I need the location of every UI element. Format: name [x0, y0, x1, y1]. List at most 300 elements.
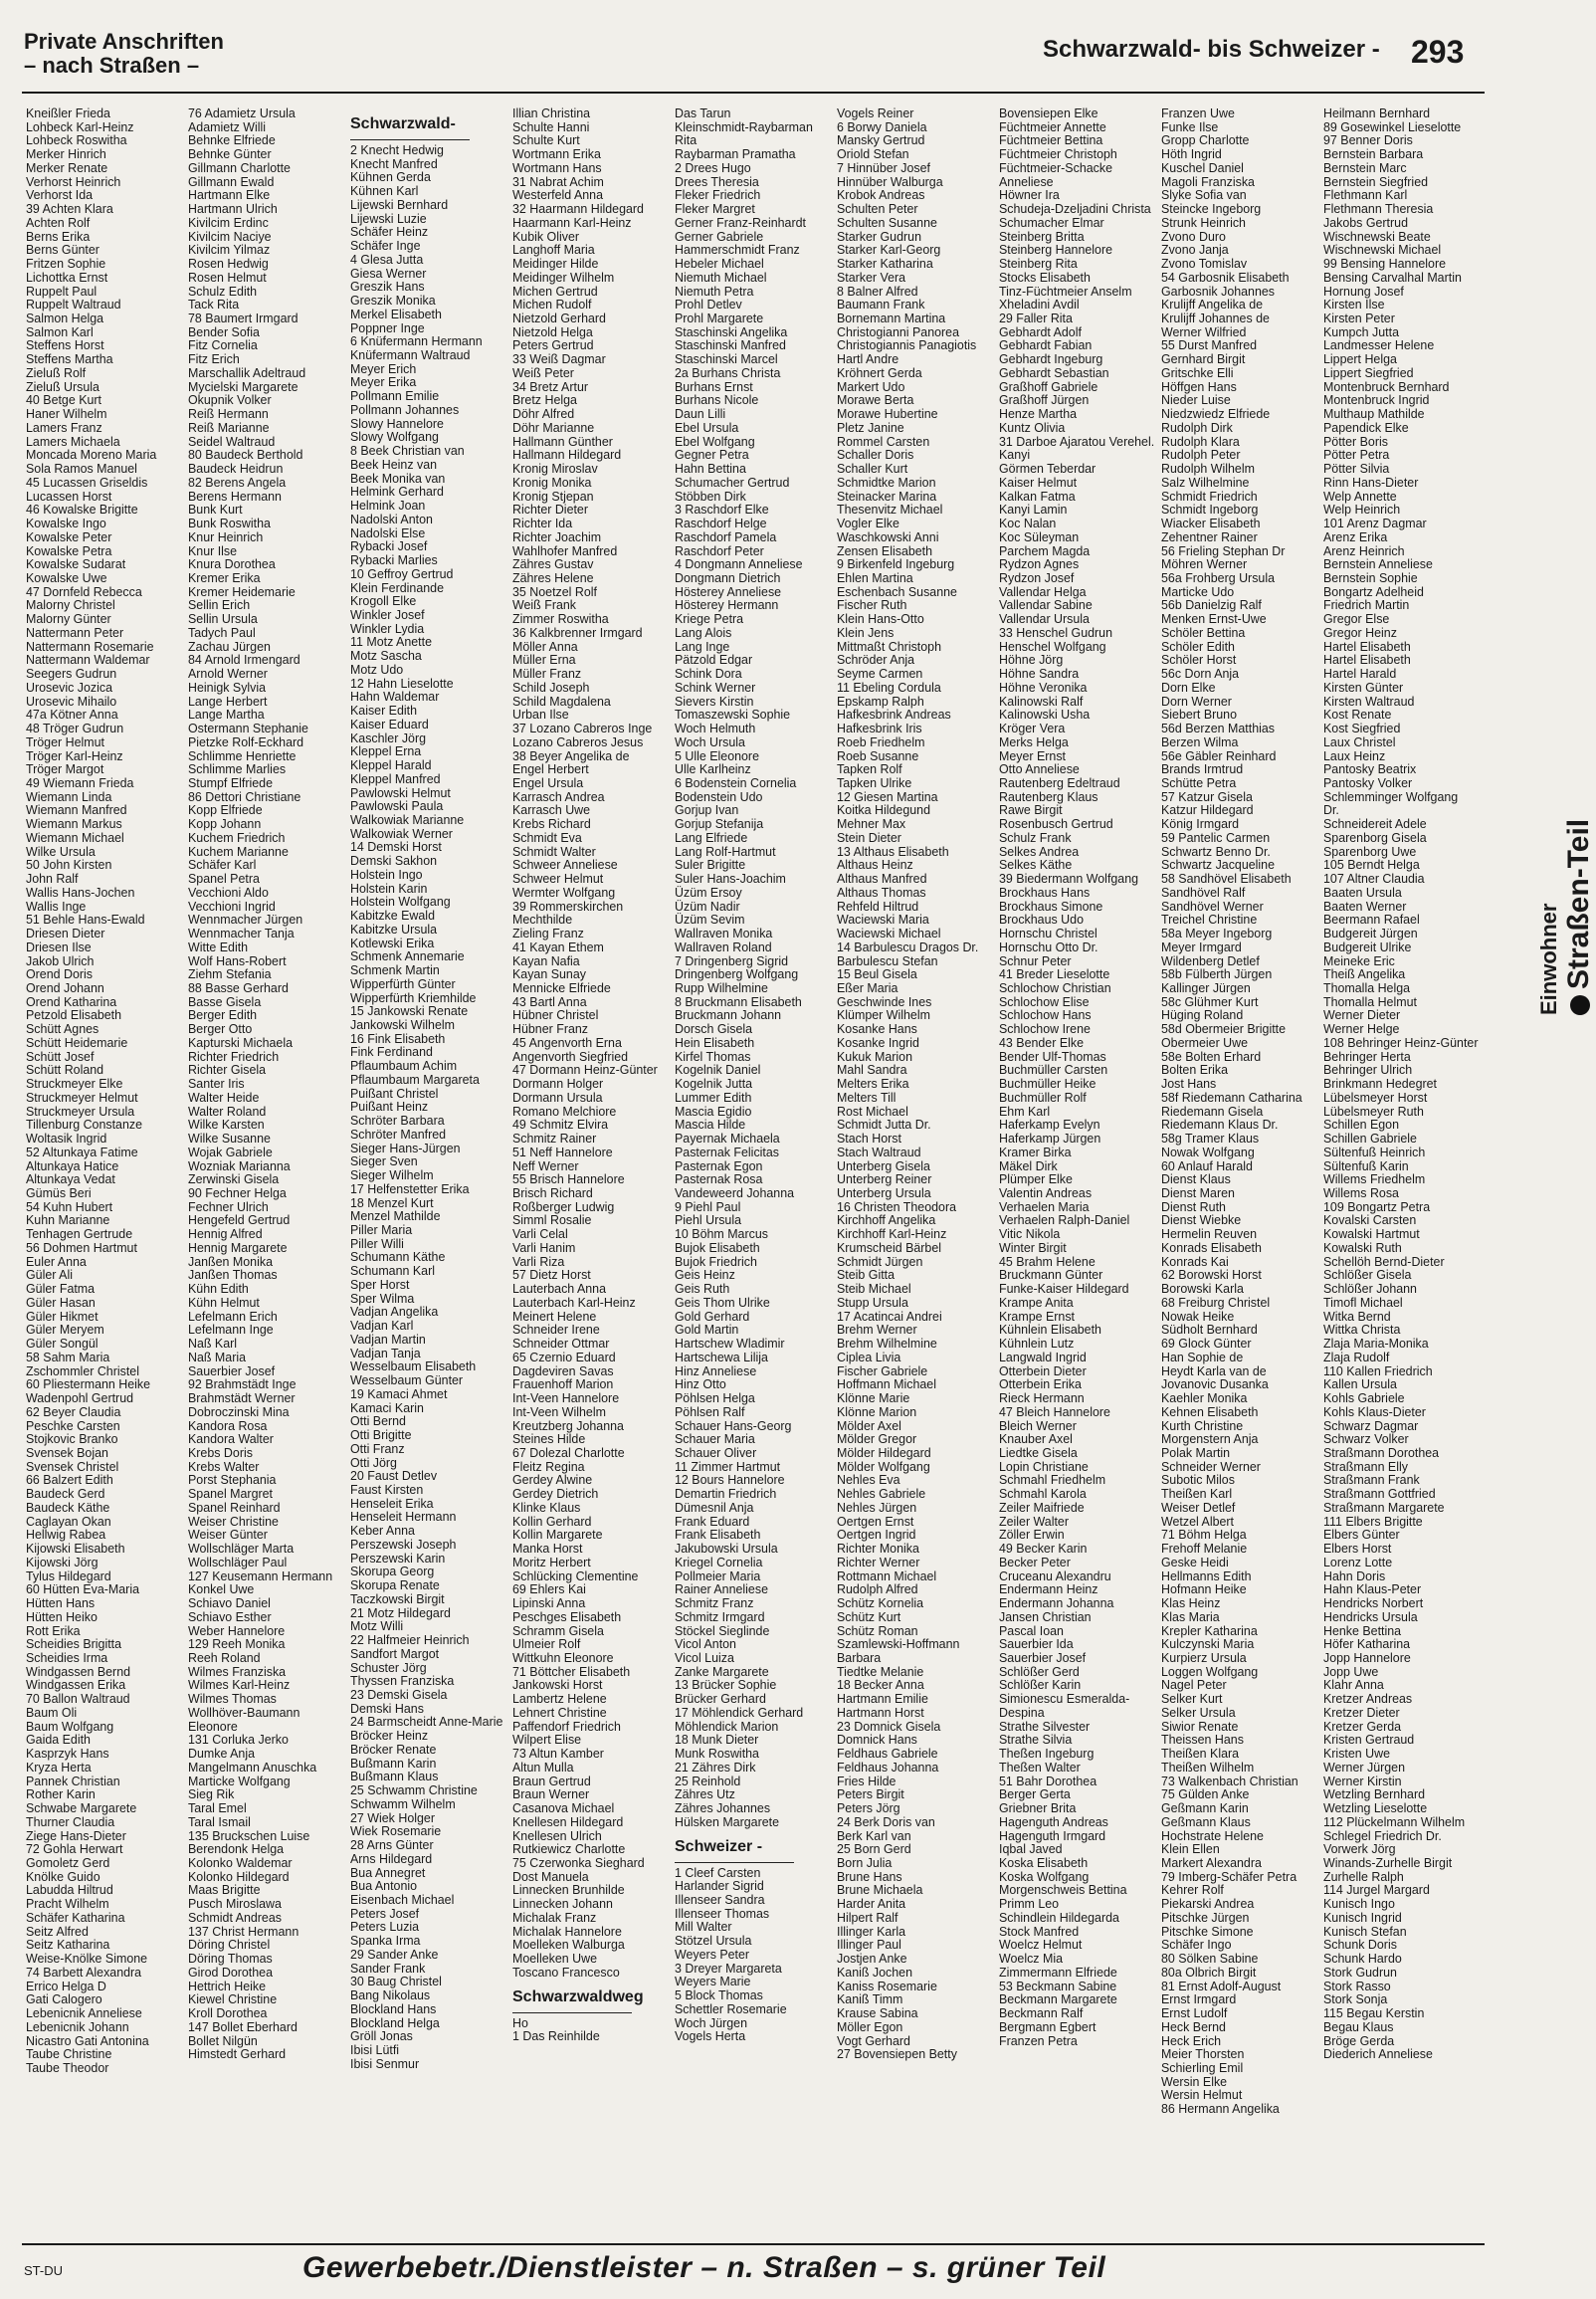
resident-entry: Höffgen Hans: [1161, 379, 1237, 394]
resident-entry: Kühnlein Elisabeth: [999, 1323, 1101, 1338]
resident-entry: Meier Thorsten: [1161, 2047, 1245, 2062]
resident-entry: Bußmann Klaus: [350, 1770, 439, 1784]
resident-entry: Hafkesbrink Andreas: [837, 708, 951, 723]
resident-entry: 73 Altun Kamber: [512, 1747, 604, 1762]
resident-entry: Lippert Siegfried: [1323, 365, 1414, 380]
resident-entry: Illenseer Thomas: [675, 1906, 770, 1921]
resident-entry: 88 Basse Gerhard: [188, 981, 289, 995]
resident-entry: Valentin Andreas: [999, 1186, 1093, 1201]
resident-entry: Brune Michaela: [837, 1883, 923, 1898]
resident-entry: Schumann Karl: [350, 1264, 435, 1279]
resident-entry: Lange Martha: [188, 708, 265, 723]
resident-entry: Krause Sabina: [837, 2006, 918, 2021]
resident-entry: Motz Sascha: [350, 649, 422, 664]
resident-entry: Starker Katharina: [837, 257, 933, 272]
resident-entry: Pusch Miroslawa: [188, 1897, 282, 1912]
resident-entry: Tröger Margot: [26, 762, 104, 777]
resident-entry: Varli Celal: [512, 1227, 568, 1242]
resident-entry: Kleppel Harald: [350, 758, 432, 773]
resident-entry: Mäkel Dirk: [999, 1158, 1058, 1173]
resident-entry: 90 Fechner Helga: [188, 1186, 287, 1201]
resident-entry: Rott Erika: [26, 1623, 81, 1638]
resident-entry: Gerner Gabriele: [675, 229, 764, 244]
resident-entry: Schlochow Christian: [999, 981, 1111, 995]
resident-entry: 31 Nabrat Achim: [512, 174, 604, 189]
resident-entry: 80 Sölken Sabine: [1161, 1952, 1259, 1967]
resident-entry: Peters Luzia: [350, 1920, 420, 1935]
resident-entry: 1 Das Reinhilde: [512, 2029, 600, 2044]
resident-entry: Weyers Marie: [675, 1975, 751, 1989]
resident-entry: 127 Keusemann Hermann: [188, 1568, 333, 1583]
resident-entry: Ebel Ursula: [675, 420, 739, 435]
resident-entry: Wetzling Bernhard: [1323, 1787, 1426, 1802]
resident-entry: 92 Brahmstädt Inge: [188, 1377, 297, 1392]
resident-entry: Mechthilde: [512, 913, 573, 928]
resident-entry: 2 Knecht Hedwig: [350, 143, 444, 157]
resident-entry: Tröger Helmut: [26, 734, 104, 749]
resident-entry: Gillmann Ewald: [188, 174, 275, 189]
resident-entry: Svensek Christel: [26, 1459, 119, 1474]
resident-entry: Schlochow Irene: [999, 1022, 1091, 1037]
resident-entry: Kowalski Ruth: [1323, 1240, 1402, 1255]
resident-entry: Hütten Hans: [26, 1596, 96, 1611]
resident-entry: Franzen Uwe: [1161, 106, 1235, 120]
column-8: [1161, 107, 1318, 2232]
resident-entry: 51 Bahr Dorothea: [999, 1774, 1097, 1788]
resident-entry: Werner Dieter: [1323, 1008, 1401, 1023]
resident-entry: Stach Horst: [837, 1132, 901, 1147]
resident-entry: Dobroczinski Mina: [188, 1404, 290, 1419]
resident-entry: Seitz Alfred: [26, 1924, 89, 1939]
resident-entry: Selker Kurt: [1161, 1692, 1223, 1707]
column-3: [350, 107, 507, 2232]
resident-entry: Lummer Edith: [675, 1090, 752, 1105]
resident-entry: Taral Ismail: [188, 1814, 251, 1829]
side-tab-line-2: Straßen-Teil: [1562, 818, 1595, 989]
resident-entry: 89 Gosewinkel Lieselotte: [1323, 119, 1462, 134]
resident-entry: Taczkowski Birgit: [350, 1591, 445, 1606]
resident-entry: Raybarman Pramatha: [675, 147, 796, 162]
resident-entry: Kriege Petra: [675, 612, 744, 627]
resident-entry: 1 Cleef Carsten: [675, 1865, 761, 1880]
resident-entry: Staschinski Manfred: [675, 338, 786, 353]
resident-entry: Lijewski Bernhard: [350, 197, 449, 212]
resident-entry: Schiavo Esther: [188, 1609, 272, 1624]
resident-entry: Steffens Horst: [26, 338, 104, 353]
resident-entry: Hahn Bettina: [675, 462, 746, 477]
resident-entry: 78 Baumert Irmgard: [188, 312, 299, 326]
resident-entry: Klahr Anna: [1323, 1678, 1384, 1693]
resident-entry: 69 Glock Günter: [1161, 1337, 1252, 1352]
resident-entry: 56d Berzen Matthias: [1161, 722, 1276, 736]
resident-entry: Höhne Veronika: [999, 680, 1088, 695]
resident-entry: Pötter Boris: [1323, 434, 1388, 449]
resident-entry: 17 Möhlendick Gerhard: [675, 1705, 804, 1720]
resident-entry: Bolten Erika: [1161, 1063, 1229, 1078]
resident-entry: Wojak Gabriele: [188, 1145, 273, 1159]
resident-entry: Wollschläger Paul: [188, 1555, 288, 1569]
resident-entry: Tinz-Füchtmeier Anselm: [999, 284, 1132, 299]
resident-entry: Baum Oli: [26, 1705, 78, 1720]
resident-entry: Simionescu Esmeralda-: [999, 1692, 1130, 1707]
resident-entry: Schulz Edith: [188, 284, 258, 299]
street-heading: Schwarzwaldweg: [512, 1987, 644, 2005]
resident-entry: Winands-Zurhelle Birgit: [1323, 1856, 1453, 1870]
resident-entry: Baum Wolfgang: [26, 1719, 114, 1734]
resident-entry: Otterbein Erika: [999, 1377, 1082, 1392]
resident-entry: 60 Hütten Eva-Maria: [26, 1582, 139, 1597]
resident-entry: Kirsten Peter: [1323, 312, 1395, 326]
resident-entry: Michalak Franz: [512, 1910, 597, 1925]
resident-entry: Pollmann Johannes: [350, 402, 460, 417]
resident-entry: Lucassen Horst: [26, 489, 112, 504]
resident-entry: Kolonko Hildegard: [188, 1869, 290, 1884]
resident-entry: Spanel Petra: [188, 872, 260, 887]
resident-entry: Bröcker Renate: [350, 1742, 437, 1757]
resident-entry: Weyers Peter: [675, 1947, 750, 1962]
resident-entry: Berens Hermann: [188, 489, 282, 504]
resident-entry: Schlößer Johann: [1323, 1282, 1417, 1297]
resident-entry: Kabitzke Ursula: [350, 922, 438, 937]
resident-entry: 8 Beek Christian van: [350, 444, 465, 459]
resident-entry: Wilmes Thomas: [188, 1692, 277, 1707]
resident-entry: 46 Kowalske Brigitte: [26, 503, 138, 518]
resident-entry: Wittka Christa: [1323, 1323, 1401, 1338]
resident-entry: 11 Ebeling Cordula: [837, 680, 941, 695]
resident-entry: Sellin Erich: [188, 598, 251, 613]
resident-entry: Bußmann Karin: [350, 1756, 437, 1771]
column-6: [837, 107, 994, 2232]
resident-entry: 72 Gohla Herwart: [26, 1842, 123, 1857]
resident-entry: Toscano Francesco: [512, 1965, 620, 1980]
resident-entry: 14 Demski Horst: [350, 840, 442, 855]
resident-entry: Berger Edith: [188, 1008, 258, 1023]
resident-entry: Hendricks Norbert: [1323, 1596, 1424, 1611]
resident-entry: Greszik Hans: [350, 280, 425, 295]
resident-entry: 7 Dringenberg Sigrid: [675, 953, 789, 968]
resident-entry: Wadenpohl Gertrud: [26, 1391, 134, 1406]
resident-entry: Skorupa Georg: [350, 1565, 435, 1579]
resident-entry: Schmidt Jutta Dr.: [837, 1118, 931, 1133]
resident-entry: Reiß Marianne: [188, 420, 270, 435]
resident-entry: Melters Erika: [837, 1077, 909, 1092]
resident-entry: Mill Walter: [675, 1920, 732, 1935]
resident-entry: Hellwig Rabea: [26, 1528, 106, 1543]
resident-entry: Bernstein Anneliese: [1323, 557, 1433, 572]
resident-entry: Schunk Doris: [1323, 1938, 1397, 1953]
resident-entry: Gebhardt Adolf: [999, 324, 1082, 339]
resident-entry: Dormann Ursula: [512, 1090, 603, 1105]
resident-entry: Kunisch Ingo: [1323, 1897, 1395, 1912]
resident-entry: Hallmann Hildegard: [512, 448, 622, 463]
resident-entry: Dagdeviren Savas: [512, 1363, 614, 1378]
resident-entry: 45 Angenvorth Erna: [512, 1035, 622, 1050]
resident-entry: Windgassen Erika: [26, 1678, 126, 1693]
resident-entry: Güler Ali: [26, 1268, 73, 1283]
resident-entry: Dorn Elke: [1161, 680, 1216, 695]
resident-entry: Piller Maria: [350, 1223, 413, 1238]
resident-entry: Unterberg Reiner: [837, 1172, 932, 1187]
resident-entry: Kremer Heidemarie: [188, 584, 296, 599]
resident-entry: 56e Gäbler Reinhard: [1161, 748, 1277, 763]
resident-entry: 32 Haarmann Hildegard: [512, 202, 644, 217]
resident-entry: Fleker Margret: [675, 202, 755, 217]
resident-entry: 52 Altunkaya Fatime: [26, 1145, 138, 1159]
resident-entry: Hennig Margarete: [188, 1240, 288, 1255]
resident-entry: Helmink Joan: [350, 499, 426, 514]
resident-entry: Schöler Horst: [1161, 653, 1237, 668]
resident-entry: Kalinowski Ralf: [999, 694, 1084, 709]
resident-entry: Koc Nalan: [999, 517, 1057, 531]
resident-entry: 76 Adamietz Ursula: [188, 106, 296, 120]
resident-entry: Schlegel Friedrich Dr.: [1323, 1828, 1442, 1843]
resident-entry: Schlimme Henriette: [188, 748, 297, 763]
resident-entry: Urosevic Mihailo: [26, 694, 117, 709]
resident-entry: Döhr Alfred: [512, 407, 575, 422]
resident-entry: Jostjen Anke: [837, 1952, 907, 1967]
resident-entry: Schmidt Walter: [512, 844, 596, 859]
resident-entry: Pollmeier Maria: [675, 1568, 761, 1583]
resident-entry: Wolf Hans-Robert: [188, 953, 287, 968]
resident-entry: Henseleit Hermann: [350, 1510, 457, 1525]
resident-entry: Rautenberg Edeltraud: [999, 775, 1120, 790]
resident-entry: Wiemann Linda: [26, 789, 112, 804]
resident-entry: Straßmann Elly: [1323, 1459, 1408, 1474]
resident-entry: Klein Ellen: [1161, 1842, 1220, 1857]
resident-entry: Montenbruck Ingrid: [1323, 393, 1430, 408]
resident-entry: Richter Ida: [512, 517, 573, 531]
resident-entry: Kretzer Gerda: [1323, 1719, 1402, 1734]
resident-entry: Pracht Wilhelm: [26, 1897, 109, 1912]
resident-entry: 10 Böhm Marcus: [675, 1227, 768, 1242]
resident-entry: Tack Rita: [188, 298, 240, 313]
resident-entry: Gümüs Beri: [26, 1186, 92, 1201]
resident-entry: Waciewski Maria: [837, 913, 929, 928]
bullet-icon: [1570, 995, 1590, 1015]
resident-entry: Kogelnik Daniel: [675, 1063, 761, 1078]
resident-entry: Vogt Gerhard: [837, 2033, 910, 2048]
resident-entry: Seegers Gudrun: [26, 667, 117, 682]
resident-entry: Selkes Käthe: [999, 858, 1073, 873]
resident-entry: Füchtmeier-Schacke: [999, 160, 1112, 175]
resident-entry: Slowy Hannelore: [350, 416, 444, 431]
resident-entry: Schink Werner: [675, 680, 756, 695]
resident-entry: Meidinger Hilde: [512, 257, 599, 272]
resident-entry: Wilmes Karl-Heinz: [188, 1678, 291, 1693]
resident-entry: Schumacher Gertrud: [675, 475, 790, 490]
resident-entry: Schütt Heidemarie: [26, 1035, 128, 1050]
resident-entry: Dorsch Gisela: [675, 1022, 753, 1037]
resident-entry: 47 Dornfeld Rebecca: [26, 584, 142, 599]
resident-entry: Roeb Friedhelm: [837, 734, 925, 749]
resident-entry: 47 Bleich Hannelore: [999, 1404, 1110, 1419]
resident-entry: Klein Jens: [837, 625, 895, 640]
resident-entry: Heydt Karla van de: [1161, 1363, 1267, 1378]
resident-entry: Piehl Ursula: [675, 1213, 742, 1228]
resident-entry: Hartmann Ulrich: [188, 202, 278, 217]
resident-entry: 43 Bartl Anna: [512, 994, 587, 1009]
resident-entry: Morawe Berta: [837, 393, 914, 408]
resident-entry: Altunkaya Vedat: [26, 1172, 115, 1187]
resident-entry: Hösterey Hermann: [675, 598, 779, 613]
resident-entry: Rybacki Marlies: [350, 553, 438, 568]
resident-entry: Wennmacher Jürgen: [188, 913, 303, 928]
resident-entry: Zlaja Rudolf: [1323, 1350, 1390, 1364]
resident-entry: Scheidies Brigitta: [26, 1637, 122, 1652]
side-tab-label: [1536, 819, 1596, 1015]
resident-entry: Roßberger Ludwig: [512, 1199, 615, 1214]
resident-entry: Rinn Hans-Dieter: [1323, 475, 1419, 490]
resident-entry: Mascia Hilde: [675, 1118, 746, 1133]
resident-entry: 10 Geffroy Gertrud: [350, 566, 454, 581]
resident-entry: Wersin Helmut: [1161, 2088, 1243, 2103]
resident-entry: Manka Horst: [512, 1542, 583, 1557]
resident-entry: Gregor Else: [1323, 612, 1390, 627]
resident-entry: Kroll Dorothea: [188, 2006, 268, 2021]
resident-entry: 56a Frohberg Ursula: [1161, 570, 1276, 585]
resident-entry: Zimmer Roswitha: [512, 612, 609, 627]
resident-entry: Achten Rolf: [26, 215, 91, 230]
resident-entry: Wiacker Elisabeth: [1161, 517, 1261, 531]
resident-entry: Gold Gerhard: [675, 1309, 750, 1324]
resident-entry: Meinert Helene: [512, 1309, 597, 1324]
resident-entry: 58 Sahm Maria: [26, 1350, 110, 1364]
resident-entry: Kumpch Jutta: [1323, 324, 1400, 339]
resident-entry: Lübelsmeyer Ruth: [1323, 1104, 1424, 1119]
resident-entry: Pollmann Emilie: [350, 389, 440, 404]
resident-entry: 49 Schmitz Elvira: [512, 1118, 609, 1133]
resident-entry: Konrads Elisabeth: [1161, 1240, 1262, 1255]
resident-entry: Nehles Eva: [837, 1473, 900, 1488]
resident-entry: Svensek Bojan: [26, 1445, 108, 1460]
resident-entry: Selker Ursula: [1161, 1705, 1236, 1720]
resident-entry: Wischnewski Beate: [1323, 229, 1431, 244]
resident-entry: 6 Knüfermann Hermann: [350, 334, 483, 349]
resident-entry: Knura Dorothea: [188, 557, 276, 572]
resident-entry: Schütz Kurt: [837, 1609, 901, 1624]
resident-entry: Hermelin Reuven: [1161, 1227, 1258, 1242]
resident-entry: Pätzold Edgar: [675, 653, 753, 668]
resident-entry: Feldhaus Johanna: [837, 1760, 939, 1775]
resident-entry: 84 Arnold Irmengard: [188, 653, 300, 668]
resident-entry: 11 Motz Anette: [350, 635, 432, 650]
resident-entry: Seitz Katharina: [26, 1938, 110, 1953]
resident-entry: Schink Dora: [675, 667, 742, 682]
resident-entry: Kronig Stjepan: [512, 489, 594, 504]
resident-entry: Sievers Kirstin: [675, 694, 754, 709]
resident-entry: Wilke Ursula: [26, 844, 96, 859]
resident-entry: Krebs Walter: [188, 1459, 260, 1474]
resident-entry: Hartmann Horst: [837, 1705, 924, 1720]
resident-entry: Peters Birgit: [837, 1787, 904, 1802]
resident-entry: Born Julia: [837, 1856, 893, 1870]
resident-entry: Mehner Max: [837, 817, 906, 832]
resident-entry: Gati Calogero: [26, 1992, 102, 2007]
resident-entry: Kamaci Karin: [350, 1400, 424, 1415]
resident-entry: Möhlendick Marion: [675, 1719, 779, 1734]
resident-entry: Füchtmeier Christoph: [999, 147, 1117, 162]
resident-entry: Harlander Sigrid: [675, 1879, 764, 1894]
resident-entry: Woch Jürgen: [675, 2015, 748, 2030]
resident-entry: Bernstein Barbara: [1323, 147, 1424, 162]
resident-entry: Hoffmann Michael: [837, 1377, 936, 1392]
resident-entry: 53 Beckmann Sabine: [999, 1979, 1117, 1993]
resident-entry: Nowak Wolfgang: [1161, 1145, 1255, 1159]
resident-entry: Merks Helga: [999, 734, 1069, 749]
resident-entry: Bujok Friedrich: [675, 1254, 757, 1269]
resident-entry: Steffens Martha: [26, 352, 113, 367]
resident-entry: Nattermann Peter: [26, 625, 124, 640]
resident-entry: Behnke Elfriede: [188, 133, 276, 148]
resident-entry: Schöler Edith: [1161, 639, 1235, 654]
resident-entry: Ulmeier Rolf: [512, 1637, 581, 1652]
resident-entry: Bang Nikolaus: [350, 1988, 431, 2003]
resident-entry: Cruceanu Alexandru: [999, 1568, 1111, 1583]
resident-entry: Pietzke Rolf-Eckhard: [188, 734, 304, 749]
resident-entry: Ho: [512, 2015, 528, 2030]
resident-entry: Buchmüller Rolf: [999, 1090, 1087, 1105]
resident-entry: 82 Berens Angela: [188, 475, 287, 490]
resident-entry: Lefelmann Erich: [188, 1309, 278, 1324]
resident-entry: Kirsten Ilse: [1323, 298, 1385, 313]
resident-entry: Steinberg Rita: [999, 257, 1078, 272]
resident-entry: Fink Ferdinand: [350, 1045, 433, 1060]
resident-entry: Althaus Heinz: [837, 858, 913, 873]
resident-entry: Görmen Teberdar: [999, 462, 1097, 477]
resident-entry: Geis Heinz: [675, 1268, 735, 1283]
resident-entry: Anneliese: [999, 174, 1054, 189]
resident-entry: Koitka Hildegund: [837, 803, 930, 818]
resident-entry: Montenbruck Bernhard: [1323, 379, 1450, 394]
resident-entry: Höhne Sandra: [999, 667, 1080, 682]
resident-entry: Henze Martha: [999, 407, 1078, 422]
resident-entry: 47 Dormann Heinz-Günter: [512, 1063, 658, 1078]
resident-entry: Winter Birgit: [999, 1240, 1067, 1255]
resident-entry: Christogianni Panorea: [837, 324, 960, 339]
street-heading-rule: [675, 1862, 794, 1863]
resident-entry: Labudda Hiltrud: [26, 1883, 113, 1898]
resident-entry: Beek Monika van: [350, 471, 446, 486]
resident-entry: Schmidt Jürgen: [837, 1254, 923, 1269]
resident-entry: Kuntz Olivia: [999, 420, 1066, 435]
resident-entry: 71 Böhm Helga: [1161, 1528, 1247, 1543]
resident-entry: 29 Faller Rita: [999, 312, 1073, 326]
resident-entry: Nadolski Else: [350, 525, 426, 540]
resident-entry: 99 Bensing Hannelore: [1323, 257, 1447, 272]
resident-entry: Griebner Brita: [999, 1801, 1077, 1816]
resident-entry: Behnke Günter: [188, 147, 272, 162]
resident-entry: Kirsten Waltraud: [1323, 694, 1415, 709]
footer-note: Gewerbebetr./Dienstleister – n. Straßen – s. grüner Teil: [302, 2251, 1106, 2284]
resident-entry: Borowski Karla: [1161, 1282, 1244, 1297]
resident-entry: Suler Brigitte: [675, 858, 746, 873]
resident-entry: Euler Anna: [26, 1254, 87, 1269]
resident-entry: Motz Udo: [350, 662, 404, 677]
resident-entry: Wiemann Michael: [26, 830, 124, 845]
resident-entry: Sauerbier Josef: [188, 1363, 276, 1378]
resident-entry: Fitz Cornelia: [188, 338, 258, 353]
resident-entry: Schröter Manfred: [350, 1127, 447, 1142]
resident-entry: Weber Hannelore: [188, 1623, 286, 1638]
resident-entry: Schmenk Annemarie: [350, 949, 465, 964]
resident-entry: Laux Christel: [1323, 734, 1396, 749]
resident-entry: 35 Noetzel Rolf: [512, 584, 597, 599]
resident-entry: Wollschläger Marta: [188, 1542, 295, 1557]
resident-entry: Kandora Rosa: [188, 1418, 268, 1433]
resident-entry: Reiß Hermann: [188, 407, 269, 422]
resident-entry: Lebenicnik Johann: [26, 2019, 129, 2034]
resident-entry: Engel Ursula: [512, 775, 584, 790]
